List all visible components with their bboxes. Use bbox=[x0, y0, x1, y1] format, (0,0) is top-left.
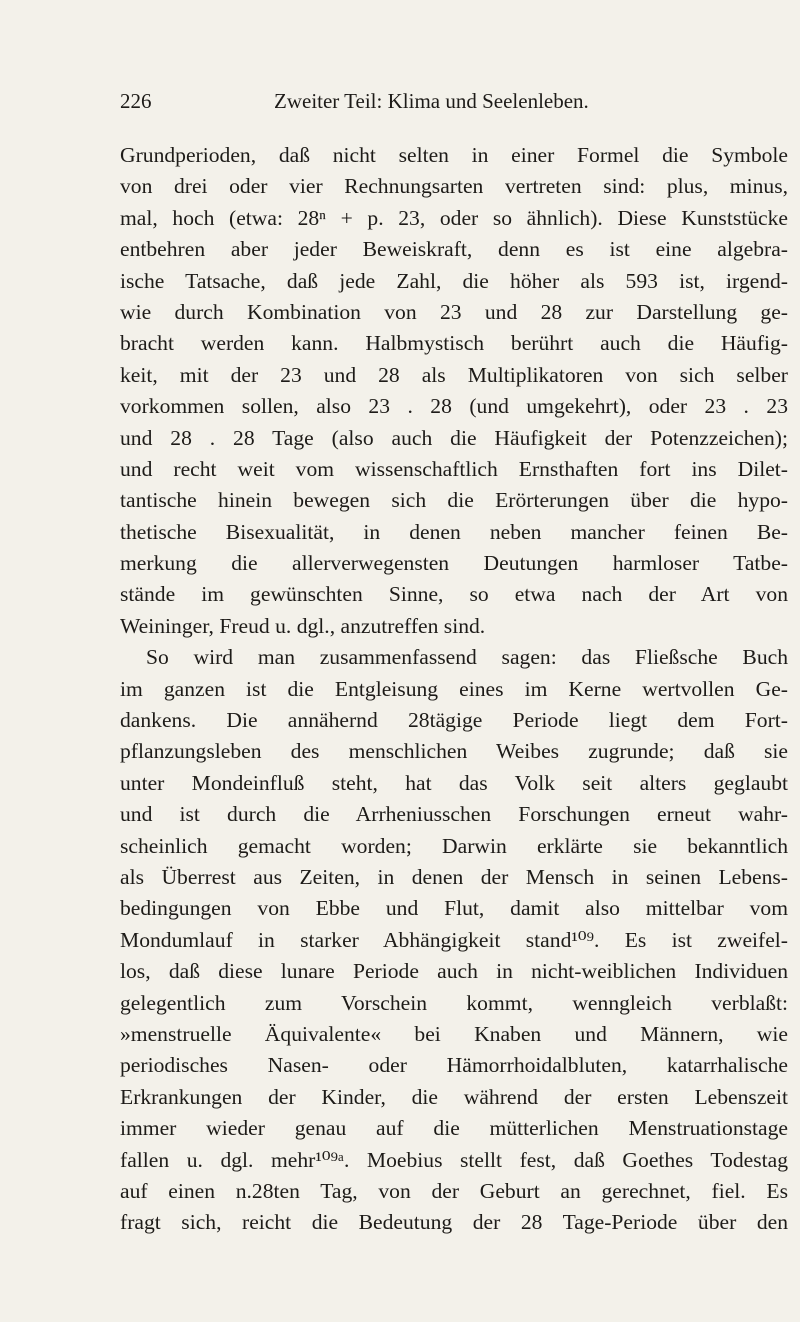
page-number: 226 bbox=[120, 89, 152, 113]
running-title: Zweiter Teil: Klima und Seelenleben. bbox=[274, 89, 589, 113]
text-line: bedingungen von Ebbe und Flut, damit also mittelbar vom bbox=[120, 896, 788, 921]
text-line: und 28 . 28 Tage (also auch die Häufigkeit der Potenzzeichen); bbox=[120, 425, 788, 450]
text-line: »menstruelle Äquivalente« bei Knaben und Männern, wie bbox=[120, 1021, 788, 1046]
text-line: stände im gewünschten Sinne, so etwa nach der Art von bbox=[120, 582, 788, 607]
text-line: mal, hoch (etwa: 28ⁿ + p. 23, oder so ähnlich). Diese Kunststücke bbox=[120, 205, 788, 230]
body-text bbox=[120, 140, 788, 1239]
text-line: tantische hinein bewegen sich die Erörterungen über die hypo- bbox=[120, 488, 788, 513]
text-line: thetische Bisexualität, in denen neben mancher feinen Be- bbox=[120, 519, 788, 544]
text-line: unter Mondeinfluß steht, hat das Volk seit alters geglaubt bbox=[120, 770, 788, 795]
text-line: entbehren aber jeder Beweiskraft, denn es ist eine algebra- bbox=[120, 237, 788, 262]
text-line: periodisches Nasen- oder Hämorrhoidalbluten, katarrhalische bbox=[120, 1053, 788, 1078]
paragraph-2 bbox=[120, 642, 788, 1238]
text-line: immer wieder genau auf die mütterlichen Menstruationstage bbox=[120, 1116, 788, 1141]
text-line: merkung die allerverwegensten Deutungen harmloser Tatbe- bbox=[120, 551, 788, 576]
text-line: Weininger, Freud u. dgl., anzutreffen sind. bbox=[120, 613, 486, 638]
text-line: vorkommen sollen, also 23 . 28 (und umgekehrt), oder 23 . 23 bbox=[120, 394, 788, 419]
text-line: keit, mit der 23 und 28 als Multiplikatoren von sich selber bbox=[120, 362, 788, 387]
text-line: los, daß diese lunare Periode auch in nicht-weiblichen Individuen bbox=[120, 959, 788, 984]
text-line: Grundperioden, daß nicht selten in einer Formel die Symbole bbox=[120, 143, 788, 167]
text-line: auf einen n.28ten Tag, von der Geburt an gerechnet, fiel. Es bbox=[120, 1178, 788, 1203]
text-line: Mondumlauf in starker Abhängigkeit stand¹⁰⁹. Es ist zweifel- bbox=[120, 927, 788, 952]
text-line: ische Tatsache, daß jede Zahl, die höher als 593 ist, irgend- bbox=[120, 268, 788, 293]
text-line: im ganzen ist die Entgleisung eines im Kerne wertvollen Ge- bbox=[120, 676, 788, 701]
text-line: fragt sich, reicht die Bedeutung der 28 Tage-Periode über den bbox=[120, 1210, 788, 1235]
text-line: Erkrankungen der Kinder, die während der ersten Lebenszeit bbox=[120, 1084, 788, 1109]
text-line: gelegentlich zum Vorschein kommt, wenngleich verblaßt: bbox=[120, 990, 788, 1015]
text-line: und ist durch die Arrheniusschen Forschungen erneut wahr- bbox=[120, 802, 788, 827]
text-line: scheinlich gemacht worden; Darwin erklärte sie bekanntlich bbox=[120, 833, 788, 858]
text-line: fallen u. dgl. mehr¹⁰⁹ᵃ. Moebius stellt fest, daß Goethes Todestag bbox=[120, 1147, 788, 1172]
text-line: dankens. Die annähernd 28tägige Periode liegt dem Fort- bbox=[120, 708, 788, 733]
running-header bbox=[120, 86, 790, 116]
text-line: bracht werden kann. Halbmystisch berührt auch die Häufig- bbox=[120, 331, 788, 356]
text-line: und recht weit vom wissenschaftlich Ernsthaften fort ins Dilet- bbox=[120, 456, 788, 481]
text-line: wie durch Kombination von 23 und 28 zur Darstellung ge- bbox=[120, 299, 788, 324]
text-line: als Überrest aus Zeiten, in denen der Mensch in seinen Lebens- bbox=[120, 864, 788, 889]
text-line: pflanzungsleben des menschlichen Weibes zugrunde; daß sie bbox=[120, 739, 788, 764]
text-line: von drei oder vier Rechnungsarten vertreten sind: plus, minus, bbox=[120, 174, 788, 199]
paragraph-1 bbox=[120, 140, 788, 642]
text-line: So wird man zusammenfassend sagen: das Fließsche Buch bbox=[146, 645, 788, 670]
